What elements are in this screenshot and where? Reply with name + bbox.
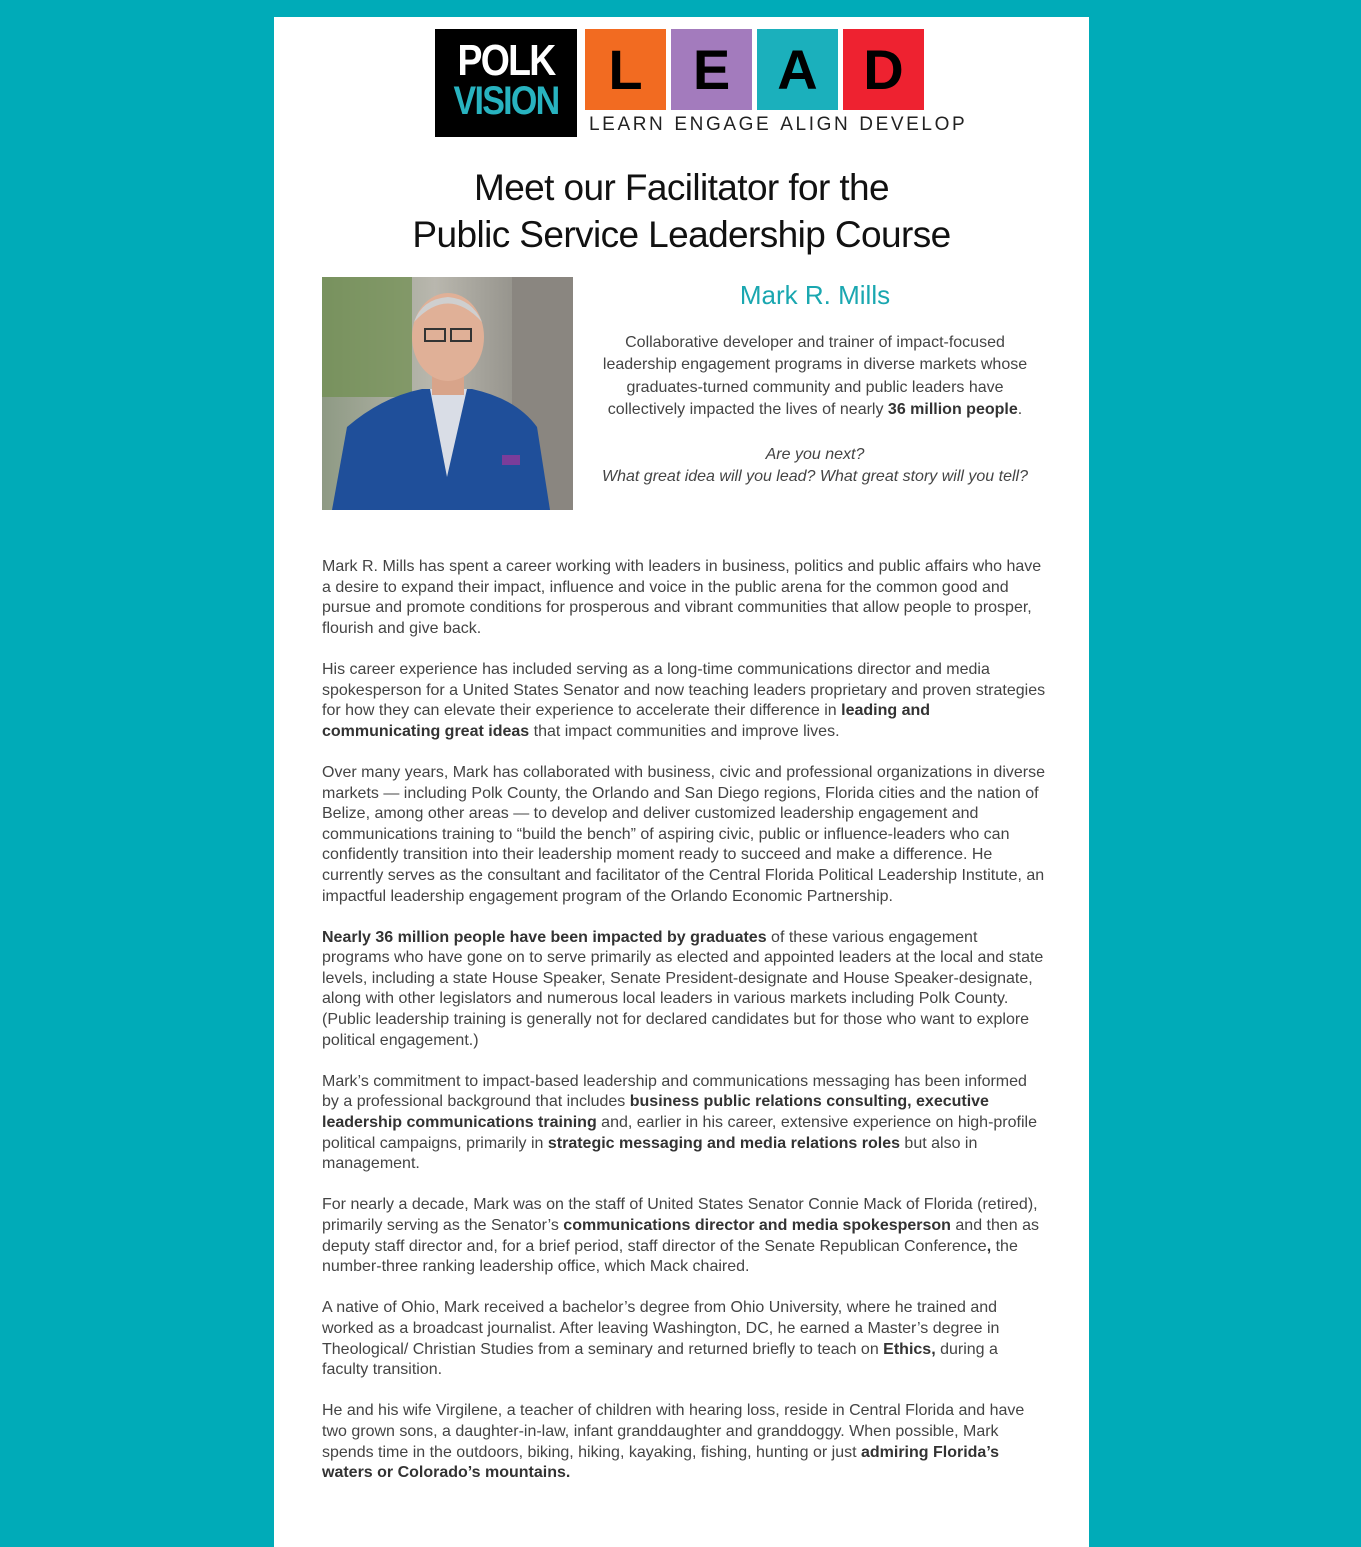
logo-vision-text: VISION (453, 79, 559, 123)
logo-tagline (589, 114, 968, 136)
tagline-develop: DEVELOP (859, 114, 968, 135)
text-segment: He and his wife Virgilene, a teacher of children with hearing loss, reside in Central Florida and have two grown sons, a daughter-in-law, infant granddaughter and granddoggy. When possible, Mark spends time in the outdoors, biking, hiking, kayaking, fishing, hunting or just (322, 1402, 1025, 1461)
text-segment: and, earlier in his career, extensive experience on high-profile political campaigns, primarily in (322, 1114, 1037, 1152)
text-segment: . (1017, 401, 1023, 419)
tagline-learn: LEARN (589, 114, 666, 135)
text-segment: A native of Ohio, Mark received a bachelor’s degree from Ohio University, where he trained and worked as a broadcast journalist. After leaving Washington, DC, he earned a Master’s degree in Theological/ Christian Studies from a seminary and returned briefly to teach on (322, 1299, 1000, 1358)
text-segment: Over many years, Mark has collaborated with business, civic and professional organizations in diverse markets — including Polk County, the Orlando and San Diego regions, Florida cities and the nation of Belize, among other areas — to develop and deliver customized leadership engagement and communications training to “build the bench” of aspiring civic, public or influence-leaders who can confidently transition into their leadership moment ready to succeed and make a difference. He currently serves as the consultant and facilitator of the Central Florida Political Leadership Institute, an impactful leadership engagement program of the Orlando Economic Partnership. (322, 763, 1046, 905)
bio-paragraph (322, 763, 1047, 907)
bio-paragraph (322, 1298, 1047, 1380)
bio-paragraph (322, 1072, 1047, 1175)
facilitator-photo (322, 277, 573, 510)
page-title (274, 164, 1089, 258)
bold-text: Nearly 36 million people have been impacted by graduates (322, 928, 767, 946)
bio-paragraph (322, 660, 1047, 742)
bio-paragraph (322, 557, 1047, 639)
bold-text: business public relations consulting, executive leadership communications training (322, 1093, 989, 1132)
text-segment: His career experience has included serving as a long-time communications director and media spokesperson for a United States Senator and now teaching leaders proprietary and proven strategies for how they can elevate their experience to accelerate their difference in (322, 660, 1046, 720)
polk-vision-logo (435, 29, 577, 137)
bold-text: Ethics, (883, 1340, 936, 1358)
text-segment: and then as deputy staff director and, for a brief period, staff director of the Senate Republican Conference (322, 1217, 1040, 1255)
lead-letter-a: A (757, 29, 838, 110)
question-great-idea: What great idea will you lead? What great story will you tell? (602, 468, 1028, 486)
bold-text: leading and communicating great ideas (322, 702, 931, 740)
title-line-2: Public Service Leadership Course (412, 214, 951, 255)
text-segment: that impact communities and improve lives. (529, 722, 840, 740)
facilitator-summary (600, 332, 1030, 488)
summary-text (600, 332, 1030, 422)
bold-text: , (986, 1237, 992, 1255)
bold-text: admiring Florida’s waters or Colorado’s mountains. (322, 1443, 1000, 1482)
title-line-1: Meet our Facilitator for the (473, 167, 890, 208)
text-segment: during a faculty transition. (322, 1340, 998, 1379)
text-segment: but also in management. (322, 1134, 978, 1173)
text-segment: Collaborative developer and trainer of impact-focused leadership engagement programs in diverse markets whose graduates-turned community and public leaders have collectively impacted the lives of nearly (602, 334, 1028, 419)
text-segment: For nearly a decade, Mark was on the staff of United States Senator Connie Mack of Florida (retired), primarily serving as the Senator’s (322, 1196, 1038, 1234)
text-segment: Mark’s commitment to impact-based leadership and communications messaging has been informed by a professional background that includes (322, 1072, 1027, 1111)
bio-paragraph (322, 1401, 1047, 1483)
flyer-page (274, 17, 1089, 1547)
lead-letter-e: E (671, 29, 752, 110)
polk-vision-lead-logo (435, 29, 968, 137)
question-are-you-next: Are you next? (765, 445, 865, 463)
logo-polk-text: POLK (457, 36, 555, 85)
bio-paragraph (322, 928, 1047, 1052)
text-segment: Mark R. Mills has spent a career working with leaders in business, politics and public affairs who have a desire to expand their impact, influence and voice in the public arena for the common good and pursue and promote conditions for prosperous and vibrant communities that allow people to prosper, flourish and give back. (322, 558, 1042, 637)
bio-paragraph (322, 1195, 1047, 1277)
text-segment: the number-three ranking leadership office, which Mack chaired. (322, 1237, 1018, 1276)
lead-letter-d: D (843, 29, 924, 110)
facilitator-name: Mark R. Mills (739, 280, 891, 310)
lead-letter-l: L (585, 29, 666, 110)
tagline-align: ALIGN (780, 114, 851, 135)
biography-body (322, 557, 1047, 1504)
text-segment: of these various engagement programs who have gone on to serve primarily as elected and appointed leaders at the local and state levels, including a state House Speaker, Senate President-designate and House Speaker-designate, along with other legislators and numerous local leaders in various markets including Polk County. (Public leadership training is generally not for declared candidates but for those who want to explore political engagement.) (322, 928, 1044, 1049)
bold-text: strategic messaging and media relations roles (547, 1134, 900, 1152)
bold-text: communications director and media spokesperson (563, 1217, 951, 1234)
tagline-engage: ENGAGE (674, 114, 772, 135)
bold-text: 36 million people (887, 401, 1018, 419)
